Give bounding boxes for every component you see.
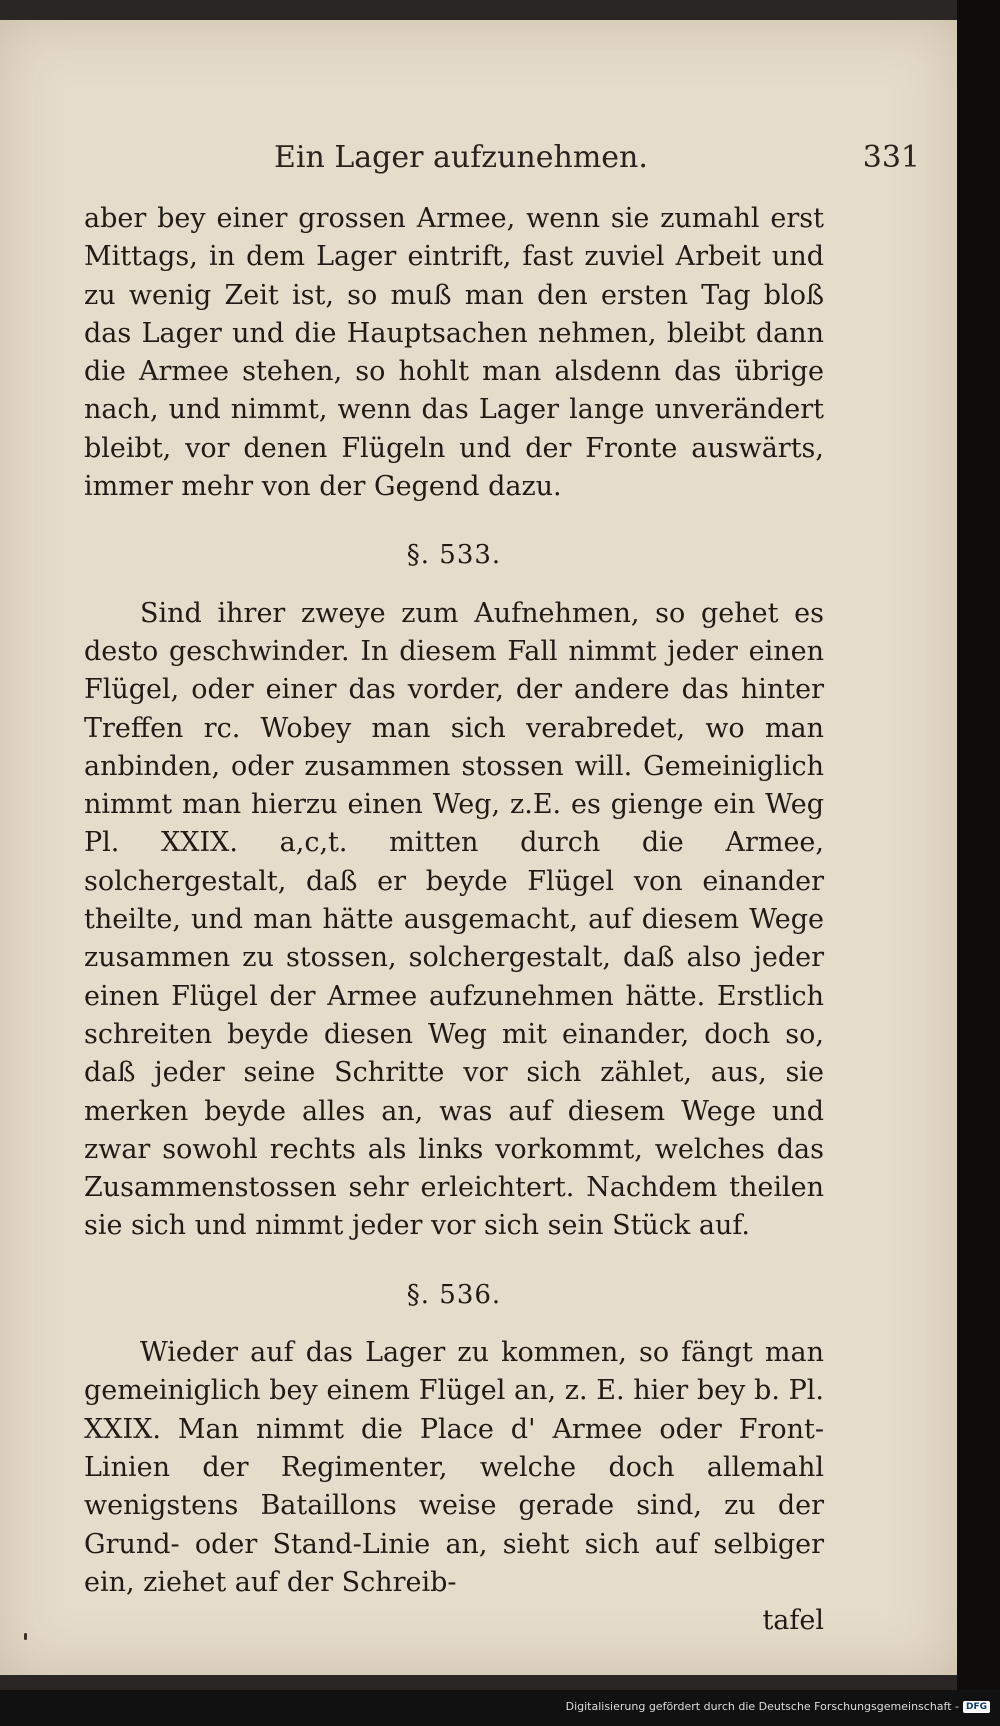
section-text: Sind ihrer zweye zum Aufnehmen, so gehet es desto geschwinder. In diesem Fall nimmt jeder einen Flügel, oder einer das vorder, der andere das hinter Treffen rc. Wobey man sich verabredet, wo man anbinden, oder zusammen stossen will. Gemeiniglich nimmt man hierzu einen Weg, z.E. es gienge ein Weg Pl. XXIX. a,c,t. mitten durch die Armee, solchergestalt, daß er beyde Flügel von einander theilte, und man hätte ausgemacht, auf diesem Wege zusammen zu stossen, solchergestalt, daß also jeder einen Flügel der Armee aufzunehmen hätte. Erstlich schreiten beyde diesen Weg mit einander, doch so, daß jeder seine Schritte vor sich zählet, aus, sie merken beyde alles an, was auf diesem Wege und zwar sowohl rechts als links vorkommt, welches das Zusammenstossen sehr erleichtert. Nachdem theilen sie sich und nimmt jeder vor sich sein Stück auf. <box>84 597 824 1242</box>
running-title: Ein Lager aufzunehmen. <box>274 140 648 175</box>
paragraph: aber bey einer grossen Armee, wenn sie zumahl erst Mittags, in dem Lager eintrift, fast zuviel Arbeit und zu wenig Zeit ist, so muß man den ersten Tag bloß das Lager und die Hauptsachen nehmen, bleibt dann die Armee stehen, so hohlt man alsdenn das übrige nach, und nimmt, wenn das Lager lange unverändert bleibt, vor denen Flügeln und der Fronte auswärts, immer mehr von der Gegend dazu. <box>84 203 824 503</box>
footer-credit-text: Digitalisierung gefördert durch die Deutsche Forschungsgemeinschaft - <box>565 1700 959 1713</box>
page-body <box>84 200 824 1640</box>
scan-edge <box>957 0 1000 1700</box>
dfg-logo: DFG <box>963 1701 990 1713</box>
section-heading: §. 533. <box>406 540 502 571</box>
section-heading: §. 536. <box>406 1279 502 1310</box>
catchword: tafel <box>762 1605 824 1637</box>
ink-spot <box>24 1633 27 1640</box>
section-text: Wieder auf das Lager zu kommen, so fängt man gemeiniglich bey einem Flügel an, z. E. hier bey b. Pl. XXIX. Man nimmt die Place d' Armee oder Front-Linien der Regimenter, welche doch allemahl wenigstens Bataillons weise gerade sind, zu der Grund- oder Stand-Linie an, sieht sich auf selbiger ein, ziehet auf der Schreib- <box>84 1337 824 1598</box>
page-number: 331 <box>862 140 920 175</box>
running-head <box>84 140 920 175</box>
footer-credit <box>566 1700 990 1713</box>
